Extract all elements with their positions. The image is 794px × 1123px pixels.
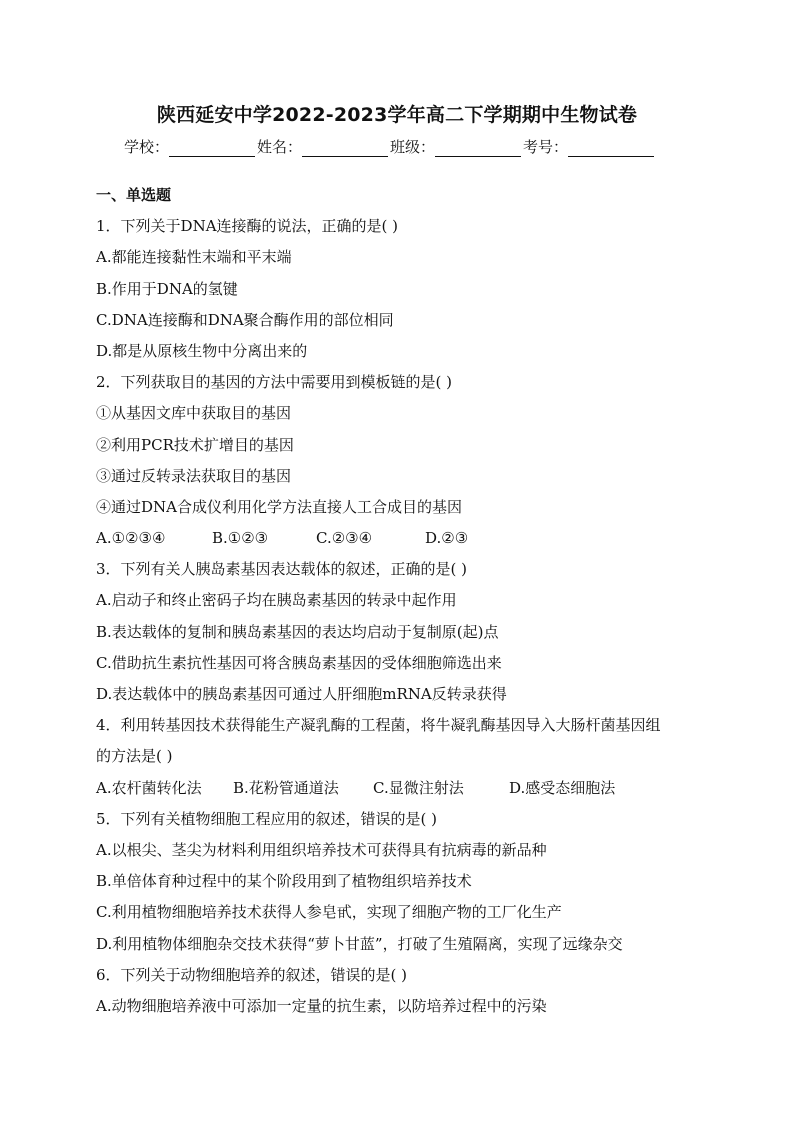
option-b: B.①②③ [212, 529, 269, 548]
option-b: B.花粉管通道法 [233, 778, 339, 797]
statement-item: ④通过DNA合成仪利用化学方法直接人工合成目的基因 [96, 497, 462, 516]
name-blank[interactable] [302, 140, 388, 157]
question-stem: 5．下列有关植物细胞工程应用的叙述，错误的是( ) [96, 809, 438, 828]
option-b: B.单倍体育种过程中的某个阶段用到了植物组织培养技术 [96, 872, 472, 891]
question-stem: 6．下列关于动物细胞培养的叙述，错误的是( ) [96, 965, 408, 984]
question-stem: 1．下列关于DNA连接酶的说法，正确的是( ) [96, 217, 399, 236]
school-blank[interactable] [169, 140, 255, 157]
option-row [96, 773, 706, 804]
option-d: D.利用植物体细胞杂交技术获得“萝卜甘蓝”，打破了生殖隔离，实现了远缘杂交 [96, 934, 623, 953]
statement-item: ③通过反转录法获取目的基因 [96, 466, 292, 485]
option-d: D.都是从原核生物中分离出来的 [96, 341, 308, 360]
option-a: A.农杆菌转化法 [96, 778, 202, 797]
option-a: A.动物细胞培养液中可添加一定量的抗生素，以防培养过程中的污染 [96, 996, 547, 1015]
class-label: 班级： [390, 138, 436, 156]
class-blank[interactable] [435, 140, 521, 157]
question-stem-continued: 的方法是( ) [96, 747, 173, 766]
question-stem: 3．下列有关人胰岛素基因表达载体的叙述，正确的是( ) [96, 560, 468, 579]
question-stem: 4．利用转基因技术获得能生产凝乳酶的工程菌，将牛凝乳酶基因导入大肠杆菌基因组 [96, 716, 661, 735]
option-d: D.感受态细胞法 [509, 778, 616, 797]
option-c: C.借助抗生素抗性基因可将含胰岛素基因的受体细胞筛选出来 [96, 653, 502, 672]
student-info-row [124, 136, 656, 157]
number-label: 考号： [523, 138, 569, 156]
number-blank[interactable] [568, 140, 654, 157]
option-c: C.利用植物细胞培养技术获得人参皂甙，实现了细胞产物的工厂化生产 [96, 903, 562, 922]
option-d: D.②③ [425, 529, 469, 548]
option-c: C.②③④ [316, 529, 373, 548]
option-b: B.表达载体的复制和胰岛素基因的表达均启动于复制原(起)点 [96, 622, 499, 641]
school-label: 学校： [124, 138, 170, 156]
statement-item: ②利用PCR技术扩增目的基因 [96, 435, 294, 454]
option-a: A.①②③④ [96, 529, 166, 548]
question-list [96, 180, 706, 1022]
option-row [96, 523, 706, 554]
section-heading: 一、单选题 [96, 186, 172, 204]
statement-item: ①从基因文库中获取目的基因 [96, 404, 292, 423]
option-c: C.显微注射法 [373, 778, 464, 797]
option-a: A.启动子和终止密码子均在胰岛素基因的转录中起作用 [96, 591, 457, 610]
option-a: A.以根尖、茎尖为材料利用组织培养技术可获得具有抗病毒的新品种 [96, 840, 547, 859]
page-title: 陕西延安中学2022-2023学年高二下学期期中生物试卷 [156, 104, 638, 126]
option-d: D.表达载体中的胰岛素基因可通过人肝细胞mRNA反转录获得 [96, 685, 507, 703]
option-b: B.作用于DNA的氢键 [96, 279, 238, 298]
option-a: A.都能连接黏性末端和平末端 [96, 248, 292, 267]
option-c: C.DNA连接酶和DNA聚合酶作用的部位相同 [96, 310, 394, 329]
name-label: 姓名： [257, 138, 303, 156]
question-stem: 2．下列获取目的基因的方法中需要用到模板链的是( ) [96, 373, 453, 392]
